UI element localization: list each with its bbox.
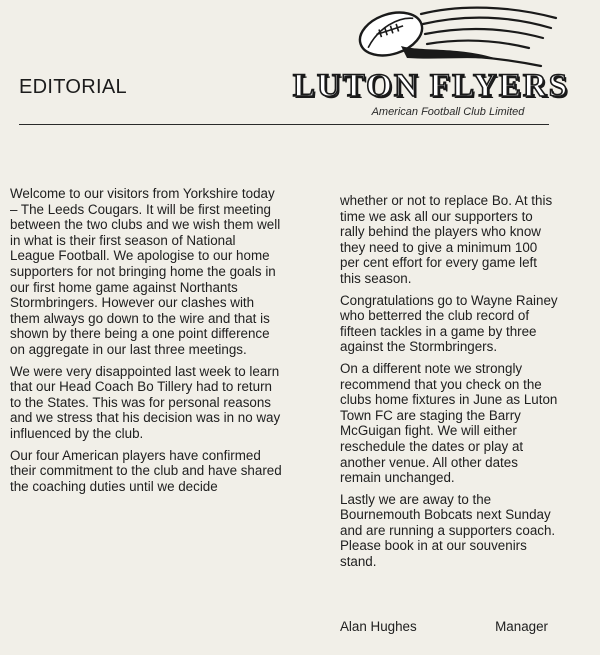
page-title: EDITORIAL xyxy=(19,76,127,98)
winged-football-icon xyxy=(351,0,561,72)
signature xyxy=(340,619,548,635)
paragraph: On a different note we strongly recommend that you check on the clubs home fixtures in June as Luton Town FC are staging the Barry McGuigan fight. We will either reschedule the dates or play at another venue. All other dates remain unchanged. xyxy=(340,360,558,486)
author-name: Alan Hughes xyxy=(340,619,417,634)
paragraph: Congratulations go to Wayne Rainey who betterred the club record of fifteen tackles in a game by three against the Stormbringers. xyxy=(340,292,558,355)
paragraph: Welcome to our visitors from Yorkshire today – The Leeds Cougars. It will be first meeting between the two clubs and we wish them well in what is their first season of National League Football. We apologise to our home supporters for not bringing home the goals in our first home game against Northants Stormbringers. However our clashes with them always go down to the wire and that is shown by there being a one point difference on aggregate in our last three meetings. xyxy=(10,186,281,357)
paragraph: Our four American players have confirmed their commitment to the club and have shared the coaching duties until we decide xyxy=(10,447,282,494)
club-name: LUTON FLYERS xyxy=(292,68,570,104)
paragraph: We were very disappointed last week to learn that our Head Coach Bo Tillery had to return to the States. This was for personal reasons and we stress that his decision was in no way influenced by the club. xyxy=(10,363,281,441)
club-logo xyxy=(286,0,576,125)
header-divider xyxy=(19,124,549,125)
paragraph: whether or not to replace Bo. At this time we ask all our supporters to rally behind the players who know they need to give a minimum 100 per cent effort for every game left this season. xyxy=(340,193,553,286)
paragraph: Lastly we are away to the Bournemouth Bobcats next Sunday and are running a supporters coach. Please book in at our souvenirs stand. xyxy=(340,491,556,570)
author-role: Manager xyxy=(495,619,548,634)
left-column xyxy=(10,186,282,500)
right-column xyxy=(340,193,558,576)
club-subtitle: American Football Club Limited xyxy=(371,106,525,118)
